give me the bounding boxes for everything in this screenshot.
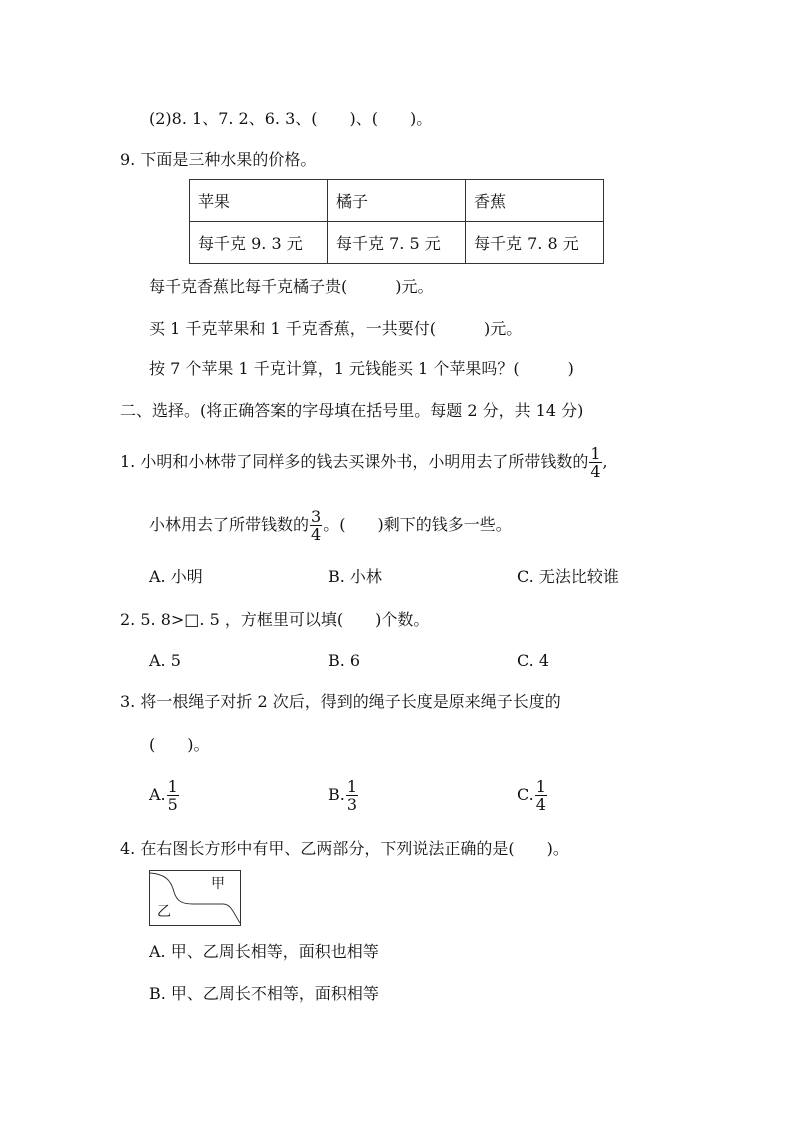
option-a[interactable]: A. 5 xyxy=(149,651,181,670)
region-yi-label: 乙 xyxy=(157,904,171,920)
question-1-text-3: 。( )剩下的钱多一些。 xyxy=(323,515,512,534)
question-9-sub-1: 每千克香蕉比每千克橘子贵( )元。 xyxy=(149,277,434,296)
question-9-sub-3: 按 7 个苹果 1 千克计算，1 元钱能买 1 个苹果吗？( ) xyxy=(149,359,574,378)
question-1-line-1 xyxy=(120,442,608,482)
fraction-denominator: 5 xyxy=(167,795,178,814)
question-1-text-2: 小林用去了所带钱数的 xyxy=(149,515,310,534)
table-cell: 橘子 xyxy=(328,180,466,222)
fraction-numerator: 1 xyxy=(535,777,546,796)
fraction xyxy=(535,778,547,813)
question-2-text: 2. 5. 8>□. 5 ，方框里可以填( )个数。 xyxy=(120,610,430,629)
region-jia-label: 甲 xyxy=(211,876,225,892)
fraction-denominator: 4 xyxy=(590,462,601,481)
fraction-numerator: 1 xyxy=(590,444,601,463)
option-c[interactable]: C. 无法比较谁 xyxy=(517,567,619,586)
fruit-price-table xyxy=(189,179,604,264)
table-row xyxy=(190,222,604,264)
option-c[interactable]: C. 4 xyxy=(517,651,550,670)
option-b[interactable]: B. 小林 xyxy=(328,567,382,586)
fraction-denominator: 3 xyxy=(346,795,358,814)
fraction-denominator: 4 xyxy=(311,525,322,544)
rectangle-figure xyxy=(149,870,241,926)
option-b[interactable]: B. 6 xyxy=(328,651,361,670)
table-cell: 苹果 xyxy=(190,180,328,222)
question-1-text: 1. 小明和小林带了同样多的钱去买课外书，小明用去了所带钱数的 xyxy=(120,452,589,471)
option-label: A. xyxy=(149,785,166,804)
question-3-blank: ( )。 xyxy=(149,735,210,754)
fraction xyxy=(346,778,358,813)
option-b[interactable]: B. 甲、乙周长不相等，面积相等 xyxy=(149,984,379,1003)
fraction xyxy=(310,508,322,543)
punctuation: , xyxy=(602,452,608,471)
table-cell: 每千克 7. 5 元 xyxy=(328,222,466,264)
question-8-part-2: (2)8. 1、7. 2、6. 3、( )、( )。 xyxy=(149,109,433,128)
fraction xyxy=(167,778,179,813)
question-9-title: 9. 下面是三种水果的价格。 xyxy=(120,150,317,169)
table-cell: 每千克 7. 8 元 xyxy=(466,222,604,264)
table-cell: 每千克 9. 3 元 xyxy=(190,222,328,264)
option-label: B. xyxy=(328,785,345,804)
option-a[interactable] xyxy=(149,775,180,815)
option-a[interactable]: A. 小明 xyxy=(149,567,203,586)
fraction-numerator: 1 xyxy=(346,777,358,796)
table-cell: 香蕉 xyxy=(466,180,604,222)
table-row xyxy=(190,180,604,222)
option-c[interactable] xyxy=(517,775,548,815)
section-2-heading: 二、选择。(将正确答案的字母填在括号里。每题 2 分，共 14 分) xyxy=(120,401,584,420)
fraction-denominator: 4 xyxy=(535,795,546,814)
question-4-text: 4. 在右图长方形中有甲、乙两部分，下列说法正确的是( )。 xyxy=(120,839,569,858)
option-a[interactable]: A. 甲、乙周长相等，面积也相等 xyxy=(149,942,379,961)
question-3-text: 3. 将一根绳子对折 2 次后，得到的绳子长度是原来绳子长度的 xyxy=(120,692,561,711)
fraction xyxy=(589,445,601,480)
fraction-numerator: 1 xyxy=(167,777,178,796)
question-1-line-2 xyxy=(149,505,512,545)
question-9-sub-2: 买 1 千克苹果和 1 千克香蕉，一共要付( )元。 xyxy=(149,319,523,338)
option-label: C. xyxy=(517,785,534,804)
option-b[interactable] xyxy=(328,775,359,815)
fraction-numerator: 3 xyxy=(311,507,322,526)
